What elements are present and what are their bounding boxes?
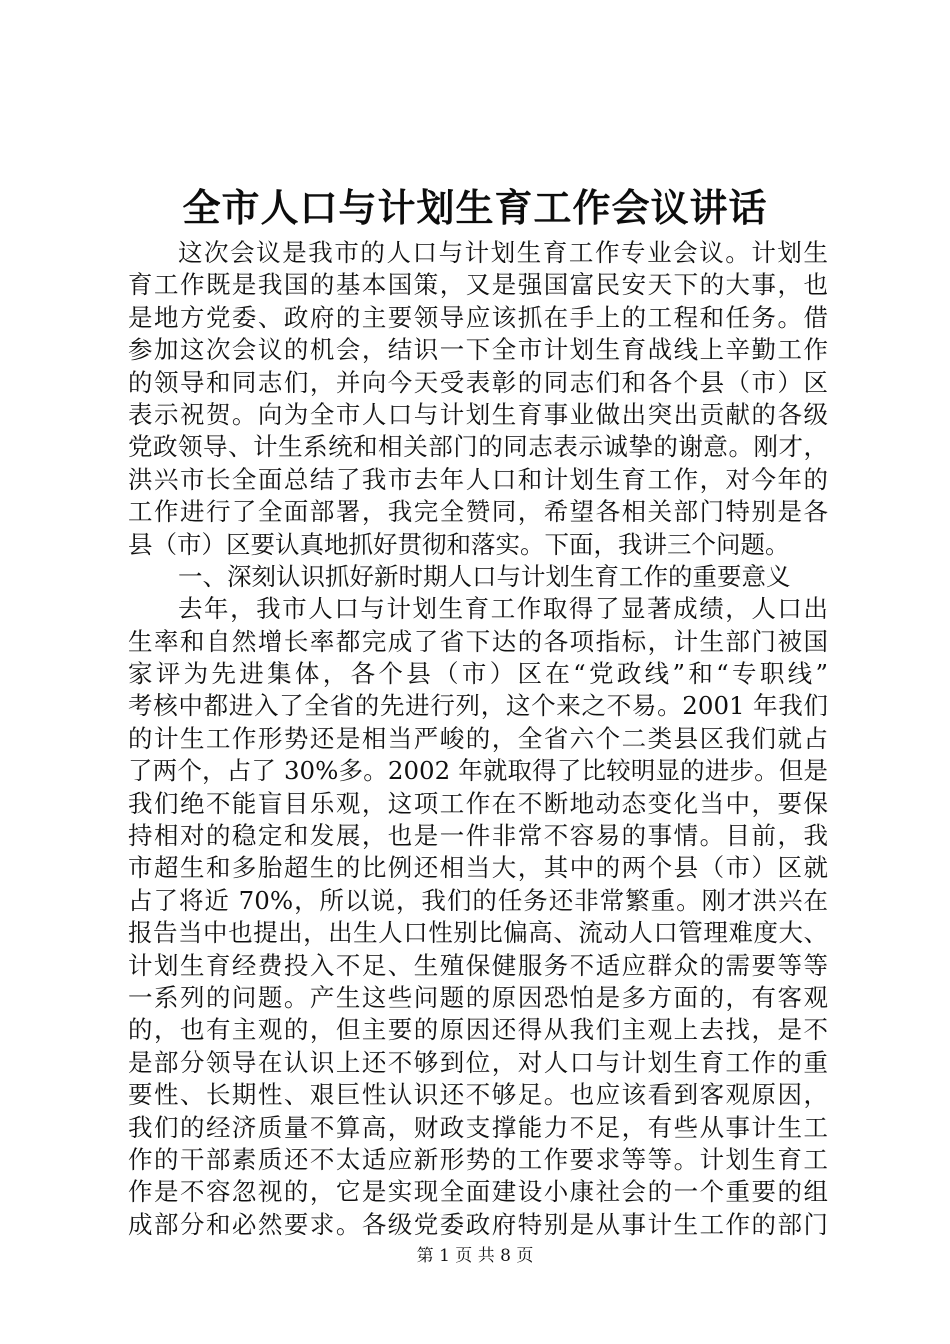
paragraph-line: 成部分和必然要求。各级党委政府特别是从事计生工作的部门 (128, 1209, 828, 1239)
paragraph-line: 了两个，占了 30%多。2002 年就取得了比较明显的进步。但是 (128, 756, 828, 786)
paragraph-line: 参加这次会议的机会，结识一下全市计划生育战线上辛勤工作 (128, 335, 828, 365)
paragraph-line: 报告当中也提出，出生人口性别比偏高、流动人口管理难度大、 (128, 918, 828, 948)
paragraph-line: 的计生工作形势还是相当严峻的，全省六个二类县区我们就占 (128, 723, 828, 753)
paragraph-line: 生率和自然增长率都完成了省下达的各项指标，计生部门被国 (128, 626, 828, 656)
paragraph-line: 的，也有主观的，但主要的原因还得从我们主观上去找，是不 (128, 1015, 828, 1045)
paragraph-line: 我们绝不能盲目乐观，这项工作在不断地动态变化当中，要保 (128, 788, 828, 818)
paragraph-line: 作的干部素质还不太适应新形势的工作要求等等。计划生育工 (128, 1144, 828, 1174)
paragraph-line: 要性、长期性、艰巨性认识还不够足。也应该看到客观原因， (128, 1080, 828, 1110)
paragraph-line: 是地方党委、政府的主要领导应该抓在手上的工程和任务。借 (128, 302, 828, 332)
section-heading: 一、深刻认识抓好新时期人口与计划生育工作的重要意义 (178, 561, 791, 591)
document-body (128, 237, 828, 1241)
paragraph-line: 这次会议是我市的人口与计划生育工作专业会议。计划生 (178, 238, 828, 267)
paragraph-line: 占了将近 70%，所以说，我们的任务还非常繁重。刚才洪兴在 (128, 885, 828, 915)
paragraph-line: 一系列的问题。产生这些问题的原因恐怕是多方面的，有客观 (128, 982, 828, 1012)
paragraph-line: 市超生和多胎超生的比例还相当大，其中的两个县（市）区就 (128, 853, 828, 883)
paragraph-line: 洪兴市长全面总结了我市去年人口和计划生育工作，对今年的 (128, 464, 828, 494)
paragraph-line: 作是不容忽视的，它是实现全面建设小康社会的一个重要的组 (128, 1177, 828, 1207)
paragraph-line: 的领导和同志们，并向今天受表彰的同志们和各个县（市）区 (128, 367, 828, 397)
paragraph-line: 是部分领导在认识上还不够到位，对人口与计划生育工作的重 (128, 1047, 828, 1077)
paragraph-line: 考核中都进入了全省的先进行列，这个来之不易。2001 年我们 (128, 691, 828, 721)
paragraph-line: 党政领导、计生系统和相关部门的同志表示诚挚的谢意。刚才， (128, 432, 828, 462)
paragraph-line: 家评为先进集体，各个县（市）区在“党政线”和“专职线” (128, 659, 828, 689)
paragraph-line: 县（市）区要认真地抓好贯彻和落实。下面，我讲三个问题。 (128, 529, 790, 559)
paragraph-line: 去年，我市人口与计划生育工作取得了显著成绩，人口出 (178, 594, 828, 624)
document-title: 全市人口与计划生育工作会议讲话 (182, 185, 768, 230)
paragraph-line: 工作进行了全面部署，我完全赞同，希望各相关部门特别是各 (128, 497, 828, 527)
paragraph-line: 计划生育经费投入不足、生殖保健服务不适应群众的需要等等 (128, 950, 828, 980)
paragraph-line: 持相对的稳定和发展，也是一件非常不容易的事情。目前，我 (128, 821, 828, 851)
paragraph-line: 表示祝贺。向为全市人口与计划生育事业做出突出贡献的各级 (128, 399, 828, 429)
paragraph-line: 育工作既是我国的基本国策，又是强国富民安天下的大事，也 (128, 270, 828, 300)
page-footer: 第 1 页 共 8 页 (416, 1246, 534, 1266)
paragraph-line: 我们的经济质量不算高，财政支撑能力不足，有些从事计生工 (128, 1112, 828, 1142)
